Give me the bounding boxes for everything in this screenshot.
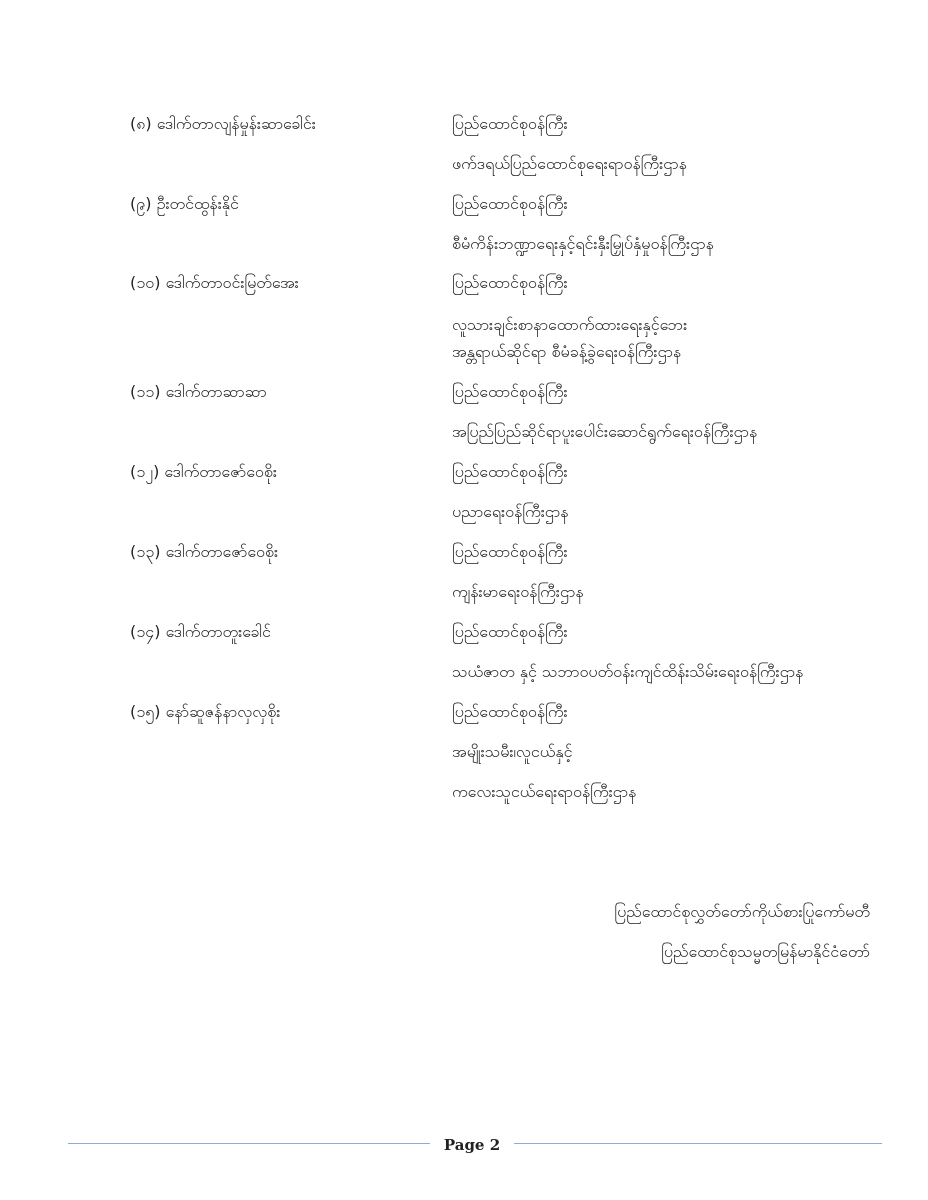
footer-divider-right: [514, 1143, 882, 1144]
signature-country: ပြည်ထောင်စုသမ္မတမြန်မာနိုင်ငံတော်: [661, 942, 870, 961]
signature-committee: ပြည်ထောင်စုလွှတ်တော်ကိုယ်စားပြုကော်မတီ: [614, 902, 870, 921]
ministry-name: အန္တရာယ်ဆိုင်ရာ စီမံခန့်ခွဲရေးဝန်ကြီးဌာန: [452, 342, 682, 361]
minister-name: (၁၅) နော်ဆူဇန်နာလှလှစိုး: [130, 702, 281, 721]
ministry-name: ကျန်းမာရေးဝန်ကြီးဌာန: [452, 582, 584, 601]
ministry-name: သယံဇာတ နှင့် သဘာဝပတ်ဝန်းကျင်ထိန်းသိမ်းရေးဝန်ကြီးဌာန: [452, 662, 804, 681]
page-number: Page 2: [443, 1136, 501, 1154]
minister-name: (၁၁) ဒေါက်တာဆာဆာ: [130, 382, 267, 401]
ministry-name: ဖက်ဒရယ်ပြည်ထောင်စုရေးရာဝန်ကြီးဌာန: [452, 154, 687, 173]
ministry-name: ပညာရေးဝန်ကြီးဌာန: [452, 502, 569, 521]
ministry-name: အမျိုးသမီး၊လူငယ်နှင့်: [452, 742, 573, 761]
ministry-name: စီမံကိန်းဘဏ္ဍာရေးနှင့်ရင်းနှီးမြှုပ်နှံမှုဝန်ကြီးဌာန: [452, 234, 714, 253]
minister-name: (၉) ဦးတင်ထွန်းနိုင်: [130, 194, 239, 213]
minister-title: ပြည်ထောင်စုဝန်ကြီး: [452, 114, 568, 133]
minister-name: (၁၄) ဒေါက်တာတူးခေါင်: [130, 622, 271, 641]
minister-title: ပြည်ထောင်စုဝန်ကြီး: [452, 194, 568, 213]
minister-name: (၁၀) ဒေါက်တာဝင်းမြတ်အေး: [130, 273, 299, 292]
minister-title: ပြည်ထောင်စုဝန်ကြီး: [452, 542, 568, 561]
footer-divider-left: [68, 1143, 430, 1144]
minister-title: ပြည်ထောင်စုဝန်ကြီး: [452, 622, 568, 641]
minister-title: ပြည်ထောင်စုဝန်ကြီး: [452, 702, 568, 721]
minister-name: (၈) ဒေါက်တာလျန်မှုန်းဆာခေါင်း: [130, 114, 316, 133]
minister-title: ပြည်ထောင်စုဝန်ကြီး: [452, 462, 568, 481]
minister-title: ပြည်ထောင်စုဝန်ကြီး: [452, 382, 568, 401]
minister-name: (၁၂) ဒေါက်တာဇော်ဝေစိုး: [130, 462, 277, 481]
minister-name: (၁၃) ဒေါက်တာဇော်ဝေစိုး: [130, 542, 279, 561]
ministry-name: အပြည်ပြည်ဆိုင်ရာပူးပေါင်းဆောင်ရွက်ရေးဝန်ကြီးဌာန: [452, 422, 758, 441]
ministry-name: ကလေးသူငယ်ရေးရာဝန်ကြီးဌာန: [452, 782, 637, 801]
minister-title: ပြည်ထောင်စုဝန်ကြီး: [452, 273, 568, 292]
ministry-name: လူသားချင်းစာနာထောက်ထားရေးနှင့်ဘေး: [452, 315, 688, 334]
